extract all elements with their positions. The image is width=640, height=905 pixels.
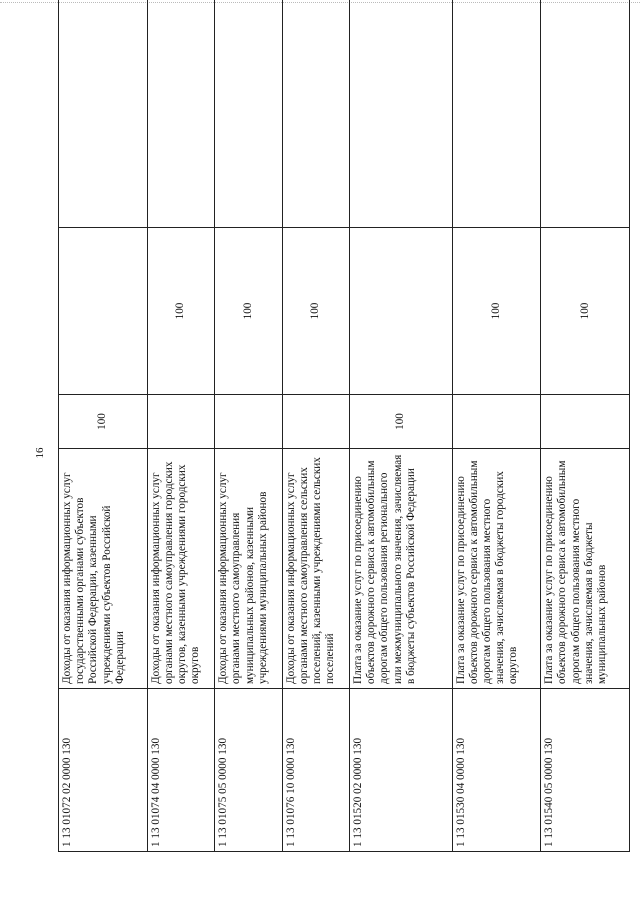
empty-column-5 xyxy=(147,0,214,228)
share-column-4 xyxy=(349,228,452,395)
share-column-4: 100 xyxy=(282,228,349,395)
table-row xyxy=(215,0,282,852)
table-row xyxy=(349,0,452,852)
revenue-name: Плата за оказание услуг по присоединению объектов дорожного сервиса к автомобильным дорогам общего пользования регионального или межмуниципального значения, зачисляемая в бюджеты субъектов Российской Федерации xyxy=(349,449,452,689)
share-column-3 xyxy=(282,395,349,449)
revenue-code: 1 13 01075 05 0000 130 xyxy=(215,689,282,852)
share-column-3 xyxy=(147,395,214,449)
empty-column-5 xyxy=(282,0,349,228)
share-column-3 xyxy=(452,395,541,449)
revenue-name: Доходы от оказания информационных услуг органами местного самоуправления городских округов, казенными учреждениями городских округов xyxy=(147,449,214,689)
revenue-name: Плата за оказание услуг по присоединению объектов дорожного сервиса к автомобильным дорогам общего пользования местного значения, зачисляемая в бюджеты городских округов xyxy=(452,449,541,689)
empty-column-5 xyxy=(349,0,452,228)
share-column-3 xyxy=(215,395,282,449)
revenue-code: 1 13 01520 02 0000 130 xyxy=(349,689,452,852)
revenue-code: 1 13 01530 04 0000 130 xyxy=(452,689,541,852)
share-column-3: 100 xyxy=(59,395,148,449)
revenue-table xyxy=(58,0,630,852)
revenue-code: 1 13 01076 10 0000 130 xyxy=(282,689,349,852)
empty-column-5 xyxy=(59,0,148,228)
table-row xyxy=(59,0,148,852)
table-row xyxy=(147,0,214,852)
revenue-name: Доходы от оказания информационных услуг органами местного самоуправления муниципальных районов, казенными учреждениями муниципальных районов xyxy=(215,449,282,689)
table-row xyxy=(452,0,541,852)
table-row xyxy=(282,0,349,852)
empty-column-5 xyxy=(215,0,282,228)
share-column-4: 100 xyxy=(215,228,282,395)
revenue-name: Доходы от оказания информационных услуг органами местного самоуправления сельских поселений, казенными учреждениями сельских поселений xyxy=(282,449,349,689)
revenue-code: 1 13 01072 02 0000 130 xyxy=(59,689,148,852)
rotated-table-container xyxy=(58,26,630,852)
revenue-code: 1 13 01074 04 0000 130 xyxy=(147,689,214,852)
empty-column-5 xyxy=(541,0,630,228)
share-column-4: 100 xyxy=(147,228,214,395)
page-number: 16 xyxy=(34,447,46,459)
share-column-3 xyxy=(541,395,630,449)
revenue-name: Плата за оказание услуг по присоединению объектов дорожного сервиса к автомобильным дорогам общего пользования местного значения, зачисляемая в бюджеты муниципальных районов xyxy=(541,449,630,689)
share-column-4: 100 xyxy=(541,228,630,395)
empty-column-5 xyxy=(452,0,541,228)
share-column-4: 100 xyxy=(452,228,541,395)
revenue-name: Доходы от оказания информационных услуг государственными органами субъектов Российской Федерации, казенными учреждениями субъектов Российской Федерации xyxy=(59,449,148,689)
share-column-3: 100 xyxy=(349,395,452,449)
revenue-code: 1 13 01540 05 0000 130 xyxy=(541,689,630,852)
table-row xyxy=(541,0,630,852)
share-column-4 xyxy=(59,228,148,395)
